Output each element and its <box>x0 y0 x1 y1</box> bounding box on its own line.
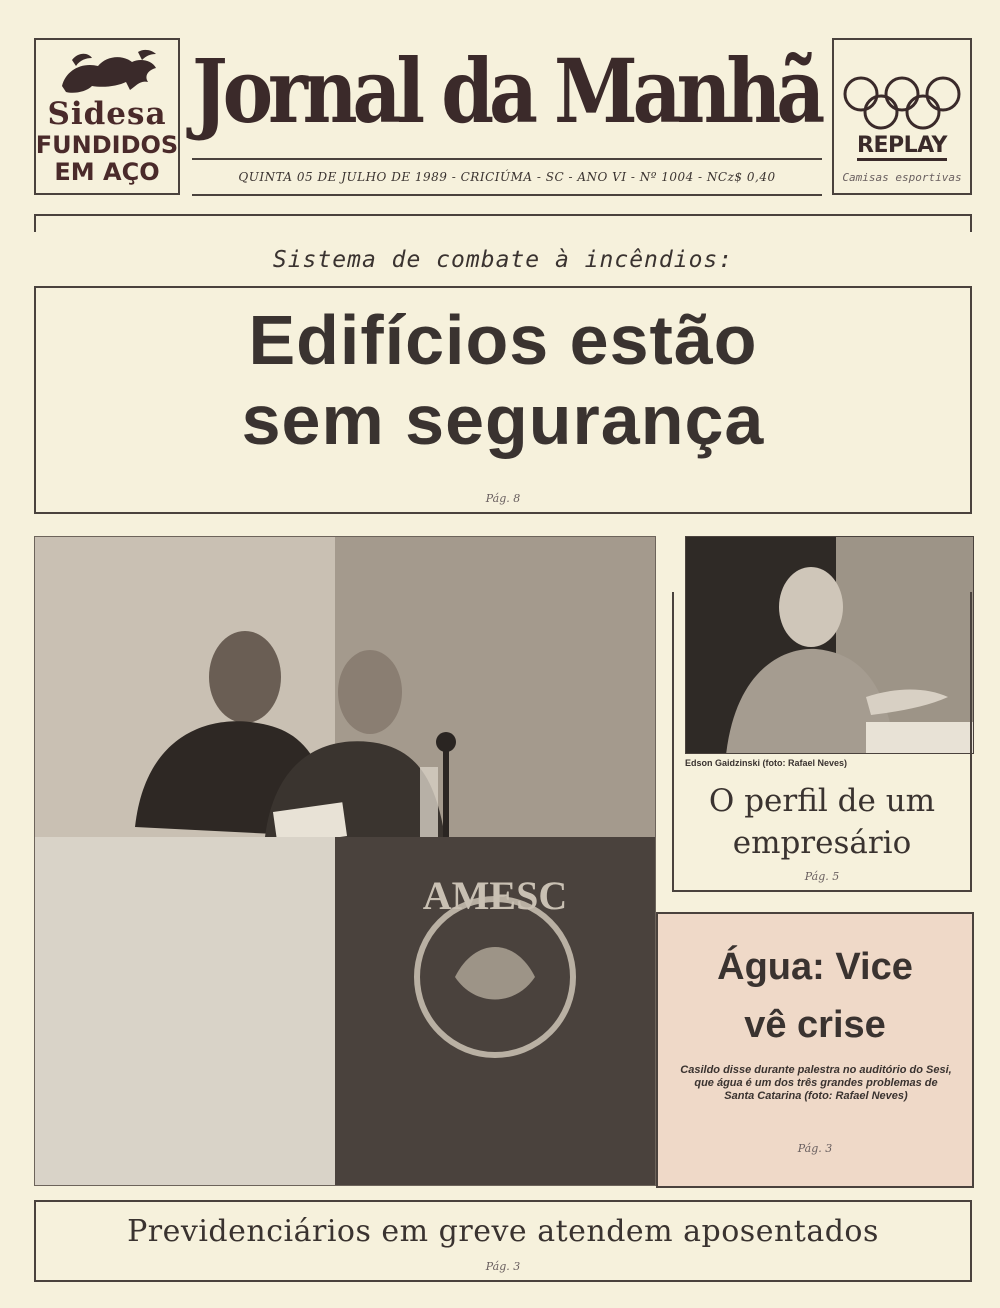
banner-text: AMESC <box>422 873 568 918</box>
agua-headline-line-2: vê crise <box>744 1004 886 1046</box>
header-bar <box>34 214 972 232</box>
agua-page-ref: Pág. 3 <box>797 1142 833 1155</box>
replay-brand: REPLAY <box>857 134 947 161</box>
side-photo-caption: Edson Gaidzinski (foto: Rafael Neves) <box>685 758 848 768</box>
bottom-story-box <box>34 1200 972 1282</box>
perfil-headline <box>672 780 972 870</box>
masthead-rule-top <box>192 158 822 160</box>
dateline: QUINTA 05 DE JULHO DE 1989 - CRICIÚMA - SC - ANO VI - Nº 1004 - NCz$ 0,40 <box>238 170 776 184</box>
sidesa-tagline-2: EM AÇO <box>54 158 160 186</box>
lion-logo-icon <box>52 46 162 98</box>
sidesa-ad <box>34 38 180 195</box>
olympic-rings-icon <box>839 74 965 132</box>
agua-body: Casildo disse durante palestra no auditório do Sesi, que água é um dos três grandes problemas de Santa Catarina (foto: Rafael Neves) <box>680 1064 952 1102</box>
newspaper-title: Jornal da Manhã <box>192 39 821 143</box>
sidesa-brand: Sidesa <box>47 96 167 132</box>
main-headline-box <box>34 286 972 514</box>
agua-story-box <box>656 912 974 1188</box>
kicker: Sistema de combate à incêndios: <box>272 247 734 273</box>
perfil-headline-line-1: O perfil de um <box>708 783 936 819</box>
bottom-headline: Previdenciários em greve atendem aposentados <box>127 1214 879 1249</box>
bottom-page-ref: Pág. 3 <box>485 1260 521 1273</box>
replay-ad <box>832 38 972 195</box>
conference-table-illustration <box>35 537 656 1186</box>
masthead-rule-bottom <box>192 194 822 196</box>
replay-subtitle: Camisas esportivas <box>842 171 962 184</box>
perfil-headline-line-2: empresário <box>732 825 912 861</box>
perfil-page-ref: Pág. 5 <box>804 870 840 883</box>
agua-headline <box>658 938 972 1054</box>
main-page-ref: Pág. 8 <box>485 492 521 505</box>
main-headline-line-2: sem segurança <box>241 381 765 459</box>
sidesa-tagline-1: FUNDIDOS <box>35 131 179 159</box>
main-photo <box>34 536 656 1186</box>
main-headline-line-1: Edifícios estão <box>248 301 758 379</box>
agua-headline-line-1: Água: Vice <box>717 946 913 988</box>
main-headline <box>36 300 970 460</box>
